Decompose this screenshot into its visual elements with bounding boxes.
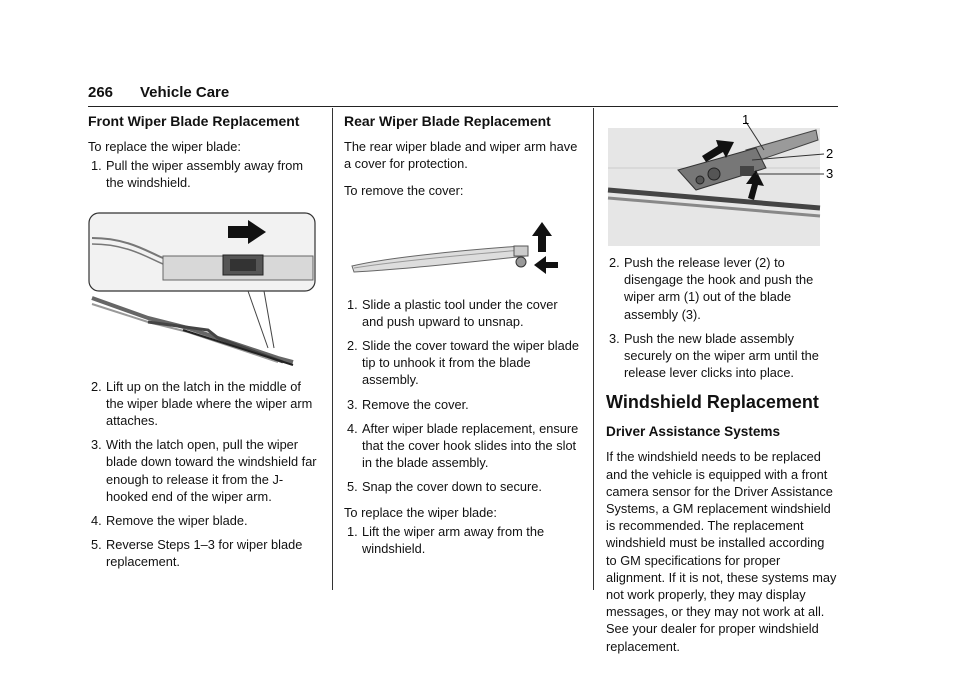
rear-cover-step-5: 5. Snap the cover down to secure.	[347, 479, 542, 495]
step-text: Slide the cover toward the wiper blade tip to unhook it from the blade assembly.	[362, 338, 579, 388]
step-text: Slide a plastic tool under the cover and push upward to unsnap.	[362, 296, 558, 329]
step-text: Lift up on the latch in the middle of the wiper blade where the wiper arm attaches.	[106, 378, 313, 429]
step-text: Lift the wiper arm away from the windshield.	[362, 523, 545, 557]
windshield-para: If the windshield needs to be replaced and the vehicle is equipped with a front camera sensor for the Driver Assistance Systems, a GM replacement windshield is recommended. The replacement windshield must be installed according to GM specifications for proper alignment. If it is not, these systems may not work properly, they may display messages, or they may not work at all. See your dealer for proper windshield replacement.	[606, 449, 837, 654]
page-header	[88, 82, 838, 107]
rear-blade-steps	[344, 523, 580, 557]
callout-3: 3	[826, 166, 834, 181]
rear-release-steps	[606, 254, 838, 381]
step-text: Push the release lever (2) to disengage the hook and push the wiper arm (1) out of the blade assembly (3).	[624, 255, 814, 322]
rear-cover-step-1: 1. Slide a plastic tool under the cover and push upward to unsnap.	[347, 296, 558, 329]
step-text: Push the new blade assembly securely on the wiper arm until the release lever clicks into place.	[624, 330, 819, 381]
column-divider	[593, 108, 594, 590]
step-text: After wiper blade replacement, ensure that the cover hook slides into the slot in the blade assembly.	[362, 420, 579, 471]
rear-wiper-cover-figure	[344, 210, 580, 296]
front-wiper-step-5: 5. Reverse Steps 1–3 for wiper blade replacement.	[91, 537, 303, 570]
column-divider	[332, 108, 333, 590]
callout-1: 1	[742, 112, 750, 127]
column-rear-wiper	[344, 108, 580, 565]
step-text: Remove the wiper blade.	[106, 513, 248, 529]
rear-wiper-para: The rear wiper blade and wiper arm have a cover for protection.	[344, 139, 578, 172]
rear-cover-step-2: 2. Slide the cover toward the wiper blade tip to unhook it from the blade assembly.	[347, 338, 579, 388]
windshield-heading: Windshield Replacement	[606, 392, 819, 413]
step-text: Pull the wiper assembly away from the windshield.	[106, 158, 304, 191]
step-text: Remove the cover.	[362, 396, 469, 412]
step-text: With the latch open, pull the wiper blade down toward the windshield far enough to release it from the J-hooked end of the wiper arm.	[106, 437, 317, 504]
column-windshield	[606, 108, 838, 665]
rear-blade-intro: To replace the wiper blade:	[344, 504, 497, 520]
front-wiper-step-3: 3. With the latch open, pull the wiper blade down toward the windshield far enough to release it from the J-hooked end of the wiper arm.	[91, 437, 317, 504]
front-wiper-step-4: 4. Remove the wiper blade.	[91, 513, 248, 529]
rear-wiper-cover-intro: To remove the cover:	[344, 183, 464, 199]
front-wiper-steps	[88, 378, 320, 571]
section-title: Vehicle Care	[140, 84, 230, 101]
page-number: 266	[88, 84, 114, 101]
rear-release-step-2: 2. Push the release lever (2) to disengage the hook and push the wiper arm (1) out of the blade assembly (3).	[609, 255, 814, 322]
front-wiper-heading: Front Wiper Blade Replacement	[88, 113, 300, 129]
front-wiper-step-1: 1. Pull the wiper assembly away from the windshield.	[91, 158, 304, 191]
front-wiper-step-2: 2. Lift up on the latch in the middle of the wiper blade where the wiper arm attaches.	[91, 378, 313, 429]
rear-cover-steps	[344, 296, 580, 496]
rear-blade-step-1: 1. Lift the wiper arm away from the windshield.	[347, 523, 545, 557]
step-text: Snap the cover down to secure.	[362, 479, 542, 495]
front-wiper-step1-list	[88, 157, 320, 191]
step-text: Reverse Steps 1–3 for wiper blade replacement.	[106, 537, 303, 570]
rear-wiper-heading: Rear Wiper Blade Replacement	[344, 113, 551, 129]
rear-wiper-release-figure	[606, 108, 838, 248]
column-front-wiper	[88, 108, 320, 579]
front-wiper-intro: To replace the wiper blade:	[88, 139, 241, 154]
rear-cover-step-4: 4. After wiper blade replacement, ensure that the cover hook slides into the slot in the blade assembly.	[347, 420, 579, 471]
driver-assistance-subheading: Driver Assistance Systems	[606, 424, 781, 440]
callout-2: 2	[826, 146, 834, 161]
rear-release-step-3: 3. Push the new blade assembly securely on the wiper arm until the release lever clicks into place.	[609, 330, 819, 381]
front-wiper-latch-figure	[88, 200, 320, 378]
rear-cover-step-3: 3. Remove the cover.	[347, 396, 469, 412]
